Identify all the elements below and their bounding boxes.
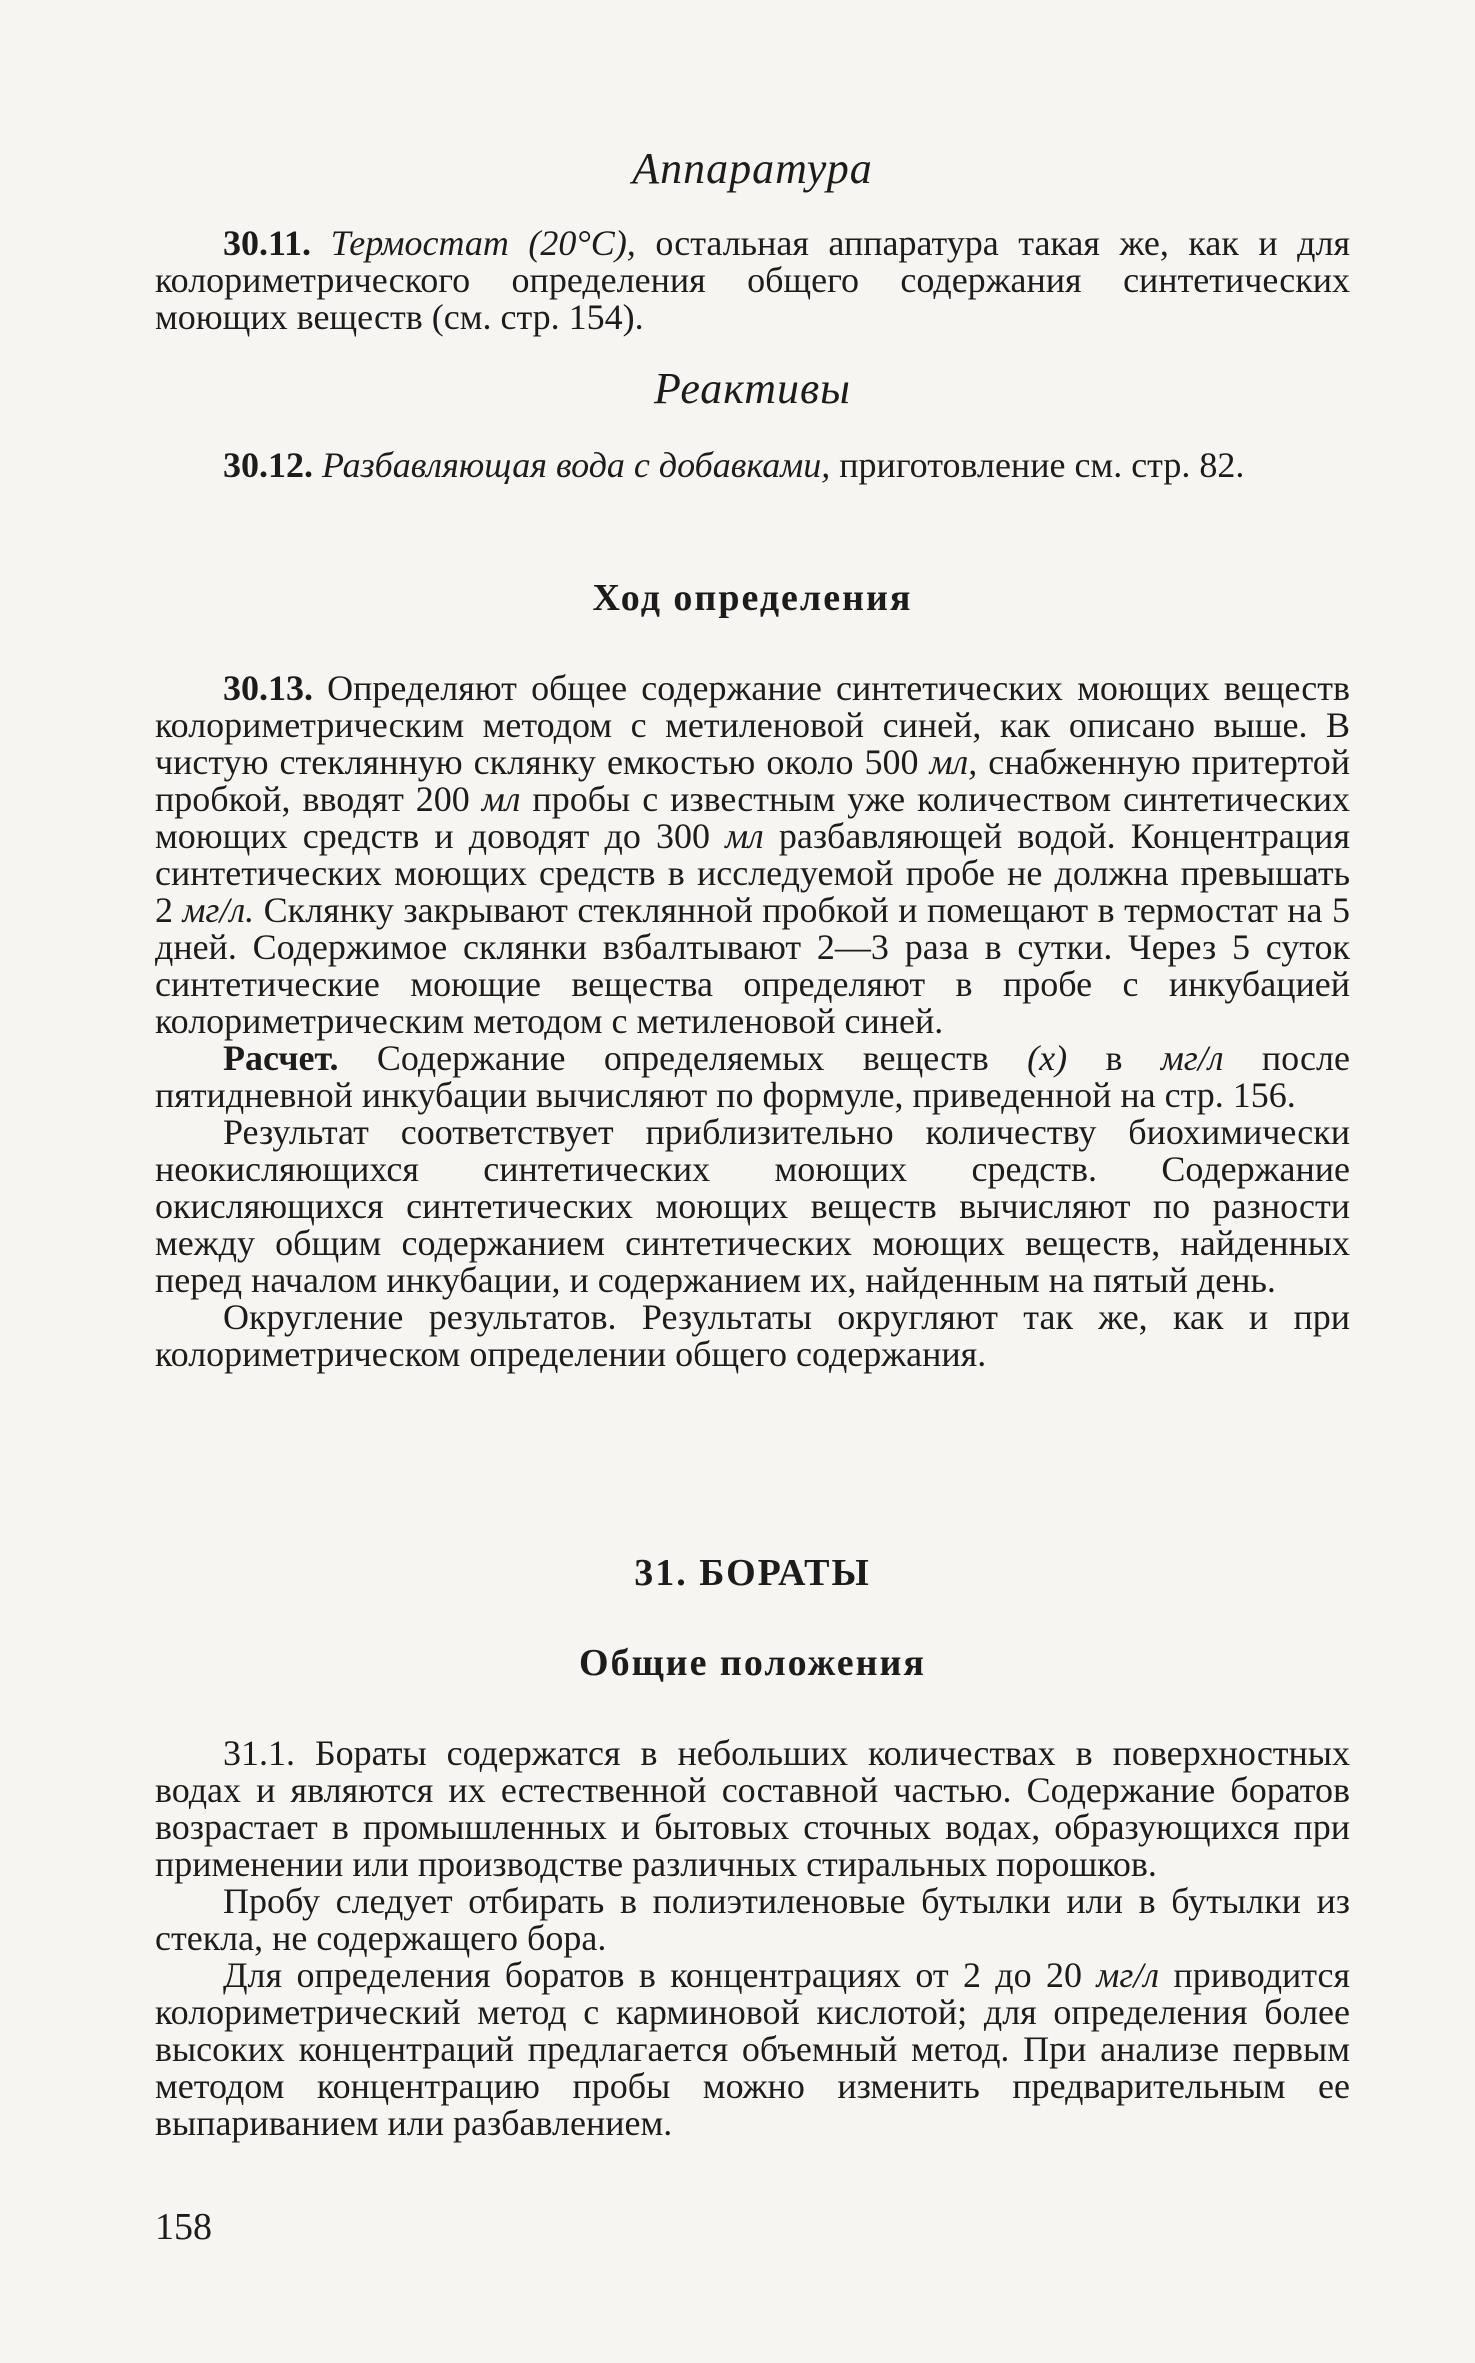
- text-run: снабженную притертой пробкой, вводят 200: [155, 742, 1350, 819]
- heading-section-31: [155, 1552, 1350, 1594]
- paragraph-result: Результат соответствует приблизительно количеству биохимически неокисляющихся синтетических моющих средств. Содержание окисляющихся синтетических моющих веществ вычисляют по разности между общим содержанием синтетических моющих веществ, найденных перед началом инкубации, и содержанием их, найденным на пятый день.: [155, 1112, 1350, 1300]
- heading-general-text: Общие положения: [579, 1642, 926, 1684]
- paragraph-calculation: [155, 1040, 1350, 1114]
- heading-procedure-text: Ход определения: [592, 577, 913, 619]
- paragraph-30-13: [155, 670, 1350, 1373]
- unit-ml: мл: [725, 816, 764, 856]
- paragraph-number: 30.11.: [223, 223, 312, 263]
- heading-apparatus: [155, 144, 1350, 193]
- text-run: Содержание определяемых веществ: [338, 1038, 1028, 1078]
- text-run: разбавляющей водой. Концентрация синтетических моющих средств в исследуемой пробе не должна превышать 2: [155, 816, 1350, 930]
- unit-ml: мл: [481, 779, 521, 819]
- variable-x: (x): [1027, 1038, 1068, 1078]
- text-run: после пятидневной инкубации вычисляют по формуле, приведенной на стр. 156.: [155, 1038, 1350, 1115]
- unit-mg-l: мг/л: [1160, 1038, 1224, 1078]
- term-dilution-water: Разбавляющая вода с добавками,: [322, 445, 831, 485]
- page-number: 158: [155, 2206, 212, 2248]
- paragraph-methods: [155, 1957, 1350, 2142]
- paragraph-text: остальная аппаратура такая же, как и для колориметрического определения общего содержания синтетических моющих веществ (см. стр. 154).: [155, 223, 1351, 337]
- calc-label: Расчет.: [223, 1038, 339, 1078]
- text-run: Определяют общее содержание синтетических моющих веществ колориметрическим методом с метиленовой синей, как описано выше. В чистую стеклянную склянку емкостью около 500: [155, 668, 1350, 782]
- paragraph-sampling: Пробу следует отбирать в полиэтиленовые бутылки или в бутылки из стекла, не содержащего бора.: [155, 1881, 1350, 1958]
- text-run: Для определения боратов в концентрациях от 2 до 20: [223, 1955, 1097, 1995]
- paragraph-number: 30.12.: [223, 445, 313, 485]
- paragraph-rounding: Округление результатов. Результаты округляют так же, как и при колориметрическом определении общего содержания.: [155, 1297, 1350, 1374]
- paragraph-31-1: 31.1. Бораты содержатся в небольших количествах в поверхностных водах и являются их естественной составной частью. Содержание боратов возрастает в промышленных и бытовых сточных водах, образующихся при применении или производстве различных стиральных порошков.: [155, 1733, 1350, 1884]
- unit-ml: мл,: [929, 742, 978, 782]
- paragraph-text: приготовление см. стр. 82.: [830, 445, 1245, 485]
- text-run: Склянку закрывают стеклянной пробкой и помещают в термостат на 5 дней. Содержимое склянки взбалтывают 2—3 раза в сутки. Через 5 суток синтетические моющие вещества определяют в пробе с инкубацией колориметрическим методом с метиленовой синей.: [155, 890, 1350, 1041]
- heading-reagents: [155, 364, 1350, 413]
- unit-mg-l: мг/л.: [182, 890, 255, 930]
- heading-section-31-text: 31. БОРАТЫ: [634, 1552, 871, 1594]
- heading-procedure: [155, 577, 1350, 619]
- heading-apparatus-text: Аппаратура: [632, 144, 873, 193]
- heading-reagents-text: Реактивы: [654, 364, 851, 413]
- text-run: приводится колориметрический метод с карминовой кислотой; для определения более высоких концентраций предлагается объемный метод. При анализе первым методом концентрацию пробы можно изменить предварительным ее выпариванием или разбавлением.: [155, 1955, 1350, 2143]
- term-thermostat: Термостат (20°С),: [330, 223, 636, 263]
- unit-mg-l: мг/л: [1096, 1955, 1160, 1995]
- section-31-body: [155, 1735, 1350, 2142]
- paragraph-number: 30.13.: [223, 668, 313, 708]
- text-run: пробы с известным уже количеством синтетических моющих средств и доводят до 300: [155, 779, 1350, 856]
- paragraph-30-11: [155, 225, 1350, 336]
- heading-general: [155, 1642, 1350, 1684]
- paragraph-30-12: [155, 447, 1350, 484]
- text-run: в: [1067, 1038, 1161, 1078]
